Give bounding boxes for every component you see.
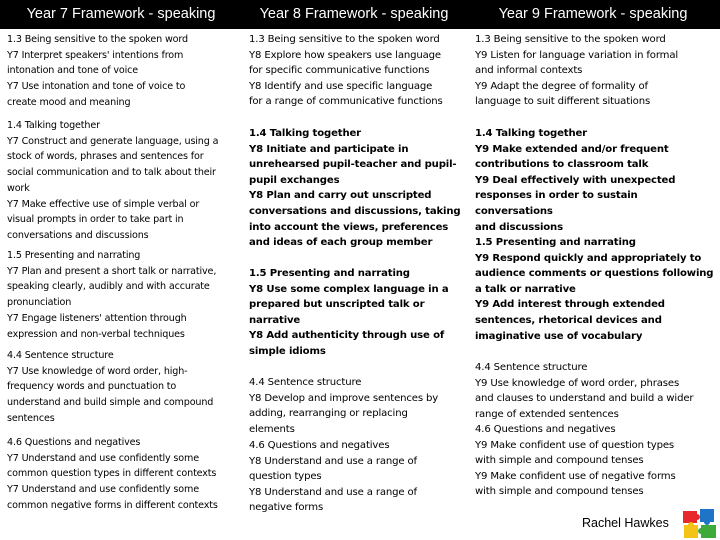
y8-spoken-word-block: 1.3 Being sensitive to the spoken word Y8 Explore how speakers use language for specific communicative functions Y8 Identify and use specific language for a range of communicative functions — [249, 34, 443, 108]
y9-questions-negatives-block: 4.6 Questions and negatives Y9 Make confident use of question types with simple and compound tenses Y9 Make confident use of negative forms with simple and compound tenses — [475, 424, 676, 498]
year8-header: Year 8 Framework - speaking — [242, 0, 466, 29]
y8-sentence-structure-block: 4.4 Sentence structure Y8 Develop and improve sentences by adding, rearranging or replacing elements — [249, 377, 439, 435]
y7-talking-together-block: 1.4 Talking together Y7 Construct and generate language, using a stock of words, phrases and sentences for social communication and to talk about their work Y7 Make effective use of simple verbal or visual prompts in order to take part in conversations and discussions — [7, 120, 219, 241]
y7-questions-negatives-block: 4.6 Questions and negatives Y7 Understand and use confidently some common question types in different contexts Y7 Understand and use confidently some common negative forms in different contexts — [7, 437, 218, 511]
y8-talking-together-block: 1.4 Talking together Y8 Initiate and participate in unrehearsed pupil-teacher and pupil- pupil exchanges Y8 Plan and carry out unscripted conversations and discussions, taking into account the views, preferences and ideas of each group member — [249, 128, 461, 249]
author-credit: Rachel Hawkes — [582, 516, 669, 530]
y9-sentence-structure-block: 4.4 Sentence structure Y9 Use knowledge of word order, phrases and clauses to understand and build a wider range of extended sentences — [475, 362, 694, 420]
y8-presenting-block: 1.5 Presenting and narrating Y8 Use some complex language in a prepared but unscripted talk or narrative Y8 Add authenticity through use of simple idioms — [249, 268, 449, 357]
y8-questions-negatives-block: 4.6 Questions and negatives Y8 Understand and use a range of question types Y8 Understand and use a range of negative forms — [249, 440, 417, 514]
y7-sentence-structure-block: 4.4 Sentence structure Y7 Use knowledge of word order, high- frequency words and punctuation to understand and build simple and compound sentences — [7, 350, 214, 424]
year7-header: Year 7 Framework - speaking — [0, 0, 242, 29]
y9-spoken-word-block: 1.3 Being sensitive to the spoken word Y9 Listen for language variation in formal and informal contexts Y9 Adapt the degree of formality of language to suit different situations — [475, 34, 679, 108]
puzzle-pieces-icon — [680, 507, 720, 540]
y7-spoken-word-block: 1.3 Being sensitive to the spoken word Y7 Interpret speakers' intentions from intonation and tone of voice Y7 Use intonation and tone of voice to create mood and meaning — [7, 34, 188, 108]
y7-presenting-block: 1.5 Presenting and narrating Y7 Plan and present a short talk or narrative, speaking clearly, audibly and with accurate pronunciation Y7 Engage listeners' attention through expression and non-verbal techniques — [7, 250, 217, 340]
year9-header: Year 9 Framework - speaking — [466, 0, 720, 29]
y9-presenting-block: 1.5 Presenting and narrating Y9 Respond quickly and appropriately to audience comments or questions following a talk or narrative Y9 Add interest through extended sentences, rhetorical devices and imaginative use of vocabulary — [475, 237, 714, 342]
y9-talking-together-block: 1.4 Talking together Y9 Make extended and/or frequent contributions to classroom talk Y9 Deal effectively with unexpected responses in order to sustain conversations and discussions — [475, 128, 676, 233]
